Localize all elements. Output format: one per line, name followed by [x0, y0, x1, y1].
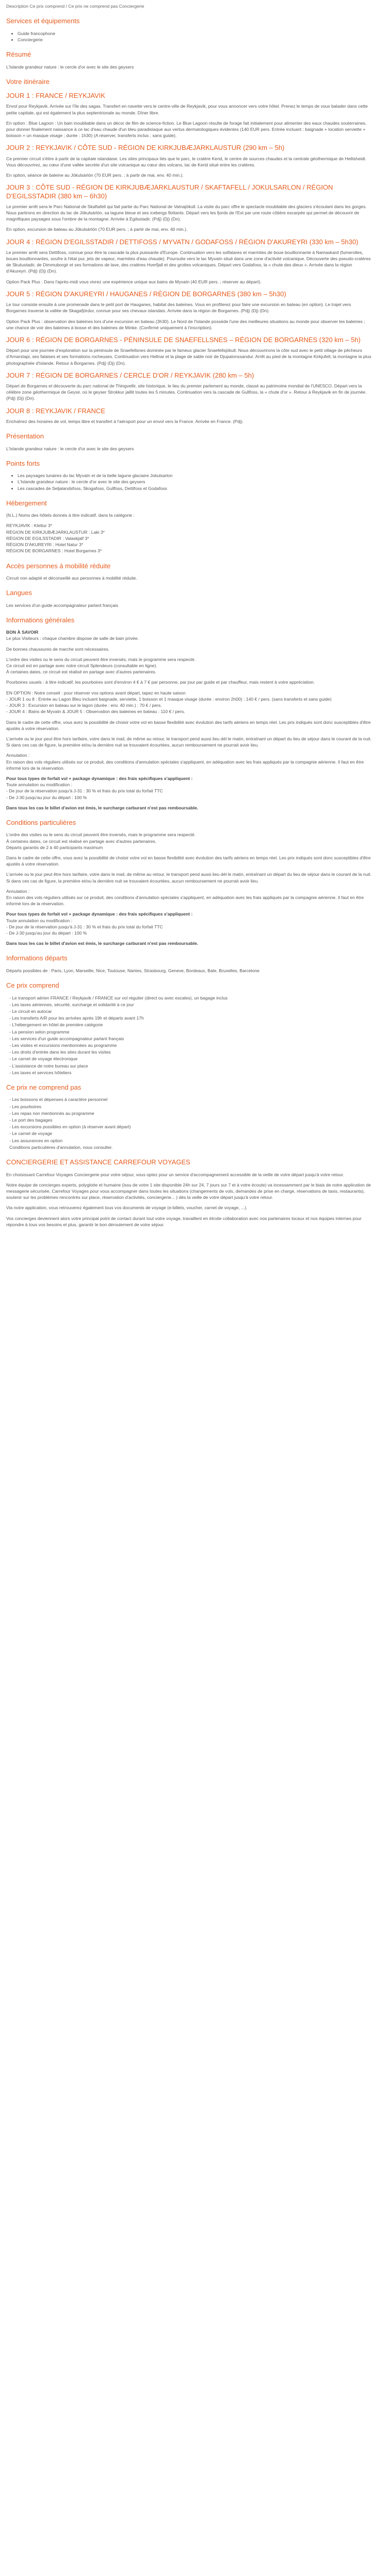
- day-paragraph: Envol pour Reykjavik. Arrivée sur l'île des sagas. Transfert en navette vers le centre-ville de Reykjavik, pour vous annoncer vers votre hôtel. Prenez le temps de vous balader dans cette petite capitale, qui est également la plus septentrionale au monde. Dîner libre.: [6, 104, 368, 115]
- langues-title: Langues: [6, 589, 32, 597]
- day-title: JOUR 3 : CÔTE SUD - RÉGION DE KIRKJUBÆJARKLAUSTUR / SKAFTAFELL / JOKULSARLON / RÉGION D'EGILSSTADIR (380 km – 6h30): [6, 183, 333, 200]
- resume-text: L'Islande grandeur nature : le cercle d'or avec le site des geysers: [6, 64, 134, 70]
- conciergerie-paragraph: Vos concierges deviennent alors votre principal point de contact durant tout votre voyage, travaillent en étroite collaboration avec nos partenaires locaux et nos équipes internes pour répondre à tous vos besoins et plus, garantir le bon déroulement de votre séjour.: [6, 1215, 362, 1227]
- info-paragraph: À certaines dates, ce circuit est réalisé en partage avec d'autres partenaires.: [6, 669, 157, 675]
- comprend-title: Ce prix comprend: [6, 981, 59, 990]
- info-paragraph: - JOUR 4 : Bains de Myvatn & JOUR 5 : Observation des baleines en bateau : 110 € / pers.: [6, 709, 185, 715]
- list-item: - Les taxes et services hôteliers: [9, 1070, 72, 1075]
- info-paragraph: Pourboires usuels : à titre indicatif, les pourboires sont d'environ 4 € à 7 € par personne, par jour par guide et par chauffeur, mais restent à votre appréciation.: [6, 680, 315, 685]
- annulation-text: En raison des vols réguliers utilisés sur ce produit, des conditions d'annulation spéciales s'appliquent, en adéquation avec les frais appliqués par la compagnie aérienne. Il faut en être informé lors de la réservation.: [6, 759, 364, 771]
- list-item: - L'hébergement en hôtel de première catégorie: [9, 1022, 103, 1028]
- conciergerie-title: CONCIERGERIE ET ASSISTANCE CARREFOUR VOYAGES: [6, 1158, 190, 1166]
- day-8: [6, 407, 372, 425]
- hotel-list: [6, 522, 372, 554]
- hotel-line: RÉGION D'AKUREYRI : Hotel Natur 3*: [6, 542, 84, 548]
- tarif-line: Toute annulation ou modification :: [6, 918, 73, 923]
- info-paragraph: L'arrivée ou le jour peut être hors tarifaire, votre dans le mail, de même au retour, le transport pend aussi lieu dél le matin, entraînant un départ du lieu de séjour dans le courant de la nuit. Si dans ces cas de figure, la première et/ou la dernière nuit se trouvaient écourtées, aucun remboursement ne pourrait avoir lieu.: [6, 736, 372, 748]
- list-item: - Le carnet de voyage électronique: [9, 1056, 78, 1062]
- day-2: [6, 144, 372, 178]
- conciergerie-paragraph: Via notre application, vous retrouverez également tous vos documents de voyage (e-billets, voucher, carnet de voyage, ...).: [6, 1205, 248, 1211]
- list-item: • L'Islande grandeur nature : le cercle d'or avec le site des geysers: [18, 479, 372, 485]
- info-paragraph: Ce circuit est en partage avec notre circuit Splendeurs (consultable en ligne).: [6, 663, 157, 669]
- list-item: - Les pourboires: [9, 1104, 42, 1109]
- tarif-line: - De J-30 jusqu'au jour du départ : 100 %: [6, 930, 87, 936]
- itinerary-title: Votre itinéraire: [6, 77, 50, 86]
- info-paragraph: L'ordre des visites ou le sens du circuit peuvent être inversés, mais le programme sera respecté.: [6, 656, 196, 662]
- info-paragraph: De bonnes chaussures de marche sont nécessaires.: [6, 646, 110, 652]
- day-3: [6, 183, 372, 232]
- services-list: [6, 30, 372, 43]
- tarifs-title: Pour tous types de forfait vol + package dynamique : des frais spécifiques s'appliquent :: [6, 911, 193, 917]
- list-item: - Les visites et excursions mentionnées au programme: [9, 1042, 117, 1048]
- annulation-text: En raison des vols réguliers utilisés sur ce produit, des conditions d'annulation spéciales s'appliquent, en adéquation avec les frais appliqués par la compagnie aérienne. Il faut en être informé lors de la réservation.: [6, 895, 364, 907]
- day-title: JOUR 8 : REYKJAVIK / FRANCE: [6, 406, 105, 415]
- comprend-list: [6, 995, 372, 1076]
- points-forts-title: Points forts: [6, 459, 40, 467]
- list-item: - Les repas non mentionnés au programme: [9, 1110, 94, 1116]
- presentation-title: Présentation: [6, 432, 44, 440]
- list-item: • Guide francophone: [18, 30, 372, 37]
- list-item: - Le port des bagages: [9, 1117, 53, 1123]
- conciergerie-paragraph: Notre équipe de concierges experts, polyglotte et humaine (issu de votre 1 site disponible 24h sur 24, 7 jours sur 7 et à votre écoute) va incessamment par le biais de notre application de messagerie sécurisée, Carrefour Voyages pour vous accompagner dans toutes les situations (changements de vols, demandes de prise en charge, réservations de taxis, restaurants), soutenir sur les problèmes rencontrés sur place, réservation d'activités, conciergerie... ) dès la veille de votre départ jusqu'à votre retour.: [6, 1182, 371, 1200]
- day-6: [6, 336, 372, 366]
- resume-title: Résumé: [6, 50, 31, 59]
- cond-tarifs-block: [6, 911, 372, 936]
- cond-paragraph: Départs garantis de 2 à 40 participants maximum: [6, 844, 103, 850]
- day-title: JOUR 6 : RÉGION DE BORGARNES - PÉNINSULE DE SNAEFELLSNES – RÉGION DE BORGARNES (320 km – 5h): [6, 335, 361, 344]
- day-paragraph: Enchaînez des horaires de vol, temps libre et transfert à l'aéroport pour un envol vers la France. Arrivée en France. (Pdj).: [6, 418, 244, 424]
- day-title: JOUR 7 : RÉGION DE BORGARNES / CERCLE D'OR / REYKJAVIK (280 km – 5h): [6, 371, 254, 379]
- acces-text: Circuit non adapté et déconseillé aux personnes à mobilité réduite.: [6, 575, 137, 581]
- langues-text: Les services d'un guide accompagnateur parlant français: [6, 602, 119, 608]
- tarif-line: Toute annulation ou modification :: [6, 782, 73, 788]
- day-4: [6, 238, 372, 285]
- day-paragraph: Option Pack Plus : Dans l'après-midi vous vivrez une expérience unique aux bains de Myvatn (40 EUR pers. ; réserver au départ).: [6, 279, 262, 284]
- hebergement-intro: (N.L.) Noms des hôtels donnés à titre indicatif, dans la catégorie :: [6, 513, 135, 518]
- day-paragraph: Le premier arrêt sera Dettifoss, connue pour être la cascade la plus puissante d'Europe. Continuation vers les solfatares et marmites de boue bouillonnante à Namaskard (fumerolles, boues bouillonnantes, soufre à l'état pur, jets de vapeur, marmites d'eau chaude). Poursuite vers le lac Myvatn situé dans une zone d'activité volcanique. Découverte des pseudo-cratères de Skutustadir, de Dimmuborgir et ses formations de lave, des cratères Hverfjall et des grottes volcaniques. Départ vers Godafoss, la « chute des dieux ». Arrivée dans la région d'Akureyri. (Pdj) (Dj) (Dn).: [6, 249, 371, 274]
- bon-a-savoir-label: BON À SAVOIR: [6, 630, 39, 635]
- day-title: JOUR 4 : RÉGION D'EGILSSTADIR / DETTIFOSS / MYVATN / GODAFOSS / RÉGION D'AKUREYRI (330 km – 5h30): [6, 238, 359, 246]
- annulation-block: [6, 752, 372, 771]
- page-description: Description Ce prix comprend / Ce prix ne comprend pas Conciergerie: [6, 4, 144, 9]
- day-paragraph: Départ pour une journée d'exploration sur la péninsule de Snaefellsnes dominée par le fameux glacier Snaefellsjökull. Nous découvrirons la côte sud avec le petit village de pêcheurs d'Arnarstapi, ses falaises et ses formations rocheuses. Continuation vers Hellnar et la plage de sable noir de Djupalonssandur. Arrêt au pied de la montagne Kirkjufell, la montagne la plus photographiée d'Islande. Retour à Borgarnes. (Pdj) (Dj) (Dn).: [6, 348, 371, 366]
- info-paragraph: - JOUR 1 ou 8 : Entrée au Lagon Bleu incluant baignade, serviette, 1 boisson et 1 masque visage (durée : environ 2h00) : 140 € / pers. (sans transferts et sans guide): [6, 696, 332, 702]
- cond-paragraph: Dans le cadre de cette offre, vous avez la possibilité de choisir votre vol en basse flexibilité avec évolution des tarifs aériens en temps réel. Les prix indiqués sont donc susceptibles d'être ajustés à votre réservation.: [6, 855, 371, 867]
- day-paragraph: En option : Blue Lagoon : Un bain inoubliable dans un décor de film de science-fiction. Le Blue Lagoon résulte de forage fait initialement pour alimenter des eaux chaudes souterraines, pour donner finalement naissance à ce lac d'eau chaude d'un bleu paradisiaque aux vertus dermatologiques évidentes (140 EUR pers. Entrée incluant : baignade + location serviette + boisson + un masque visage ; durée : 1h30) (A réserver, transferts inclus ; sans guide).: [6, 120, 367, 139]
- list-item: • Les cascades de Seljalandsfoss, Skogafoss, Gullfoss, Dettifoss et Godafoss: [18, 485, 372, 492]
- annulation-label: Annulation :: [6, 753, 30, 758]
- day-1: [6, 92, 372, 139]
- day-5: [6, 290, 372, 331]
- list-item: - La pension selon programme: [9, 1029, 70, 1035]
- presentation-text: L'Islande grandeur nature : le cercle d'or avec le site des geysers: [6, 446, 134, 451]
- list-item: - L'assistance de notre bureau sur place: [9, 1063, 88, 1069]
- day-paragraph: En option, excursion de bateau au Jökulsárlón (70 EUR pers. ; à partir de mai, env. 40 min.).: [6, 227, 188, 232]
- list-item: Conditions particulières d'annulation, nous consulter.: [9, 1144, 113, 1150]
- list-item: - Les transferts A/R pour les arrivées après 19h et départs avant 17h: [9, 1015, 144, 1021]
- annulation-label: Annulation :: [6, 888, 30, 894]
- cond-paragraph: À certaines dates, ce circuit est réalisé en partage avec d'autres partenaires.: [6, 838, 157, 844]
- cond-paragraph: L'ordre des visites ou le sens du circuit peuvent être inversés, mais le programme sera respecté.: [6, 832, 196, 838]
- day-title: JOUR 2 : REYKJAVIK / CÔTE SUD - RÉGION DE KIRKJUBÆJARKLAUSTUR (290 km – 5h): [6, 144, 285, 152]
- tarifs-block: [6, 775, 372, 801]
- list-item: - Le circuit en autocar: [9, 1008, 52, 1014]
- list-item: - Les droits d'entrée dans les sites durant les visites: [9, 1049, 111, 1055]
- footer-note: Dans tous les cas le billet d'avion est émis, le surcharge carburant n'est pas remboursable.: [6, 805, 199, 810]
- info-paragraph: - JOUR 3 : Excursion en bateau sur le lagon (durée : env. 40 min.) : 70 € / pers.: [6, 703, 162, 708]
- hebergement-title: Hébergement: [6, 499, 47, 507]
- list-item: - Les excursions possibles en option (à réserver avant départ): [9, 1124, 131, 1130]
- ne-comprend-title: Ce prix ne comprend pas: [6, 1083, 82, 1091]
- day-title: JOUR 5 : RÉGION D'AKUREYRI / HAUGANES / RÉGION DE BORGARNES (380 km – 5h30): [6, 290, 286, 298]
- options-lines: [6, 690, 372, 715]
- day-paragraph: Option Pack Plus : observation des baleines lors d'une excursion en bateau (3h30). Le Nord de l'Islande possède l'une des meilleures situations au monde pour observer les baleines ; une chance de voir des baleines à bosse et des baleines de Minke. (Confirmé uniquement à l'inscription).: [6, 318, 365, 330]
- bon-a-savoir-text: Le plus Visiteurs : chaque chambre dispose de salle de bain privée.: [6, 636, 139, 641]
- points-forts-list: [6, 472, 372, 492]
- tarif-line: - De J-30 jusqu'au jour du départ : 100 %: [6, 794, 87, 800]
- list-item: - Les assurances en option: [9, 1138, 63, 1143]
- departs-text: Départs possibles de : Paris, Lyon, Marseille, Nice, Toulouse, Nantes, Strasbourg, Geneve, Bordeaux, Bale, Bruxelles, Barcelone: [6, 968, 260, 973]
- day-paragraph: Départ de Borgarnes et découverte du parc national de Thingvellir, site historique, le lieu du premier parlement au monde, classé au patrimoine mondial de l'UNESCO. Départ vers la célèbre zone géothermique de Geysir, où le geyser Strokkur jaillit toutes les 5 minutes. Continuation vers la cascade de Gullfoss, la « chute d'or ». Retour à Reykjavik en fin de journée. (Pdj) (Dj) (Dn).: [6, 383, 367, 401]
- info-paragraph: EN OPTION : Notre conseil : pour réserver vos options avant départ, tapez en haute saison: [6, 690, 186, 696]
- tarif-line: - De jour de la réservation jusqu'à J-31 : 30 % et frais du prix total du forfait TTC: [6, 924, 163, 929]
- list-item: • Les paysages lunaires du lac Myvatn et de la belle lagune glaciaire Jokulsarlon: [18, 472, 372, 479]
- acces-title: Accès personnes à mobilité réduite: [6, 562, 111, 570]
- list-item: • Conciergerie: [18, 37, 372, 43]
- day-paragraph: En option, séance de baleine au Jökulsárlón (70 EUR pers. ; à partir de mai, env. 40 min.).: [6, 173, 184, 178]
- departs-title: Informations départs: [6, 954, 68, 962]
- hotel-line: RÉGION DE EGILSSTADIR : Valaskjalf 3*: [6, 535, 89, 541]
- hotel-line: REYKJAVIK : Klettur 3*: [6, 523, 53, 529]
- day-7: [6, 371, 372, 402]
- conditions-title: Conditions particulières: [6, 818, 76, 826]
- list-item: - Les boissons et dépenses à caractère personnel: [9, 1097, 108, 1103]
- cond-annulation-block: [6, 888, 372, 907]
- day-paragraph: Le tour consiste ensuite à une promenade dans le petit port de Hauganes, habitat des baleines. Vous en profiterez pour faire une excursion en bateau (en option). Le trajet vers Borgarnes traverse la vallée de Skagafjördur, connue pour ses chevaux islandais. Arrivée dans la région de Borgarnes. (Pdj) (Dj) (Dn).: [6, 302, 351, 314]
- hotel-line: RÉGION DE KIRKJUBÆJARKLAUSTUR : Laki 3*: [6, 529, 105, 535]
- info-paragraph: Dans le cadre de cette offre, vous avez la possibilité de choisir votre vol en basse flexibilité avec évolution des tarifs aériens en temps réel. Les prix indiqués sont donc susceptibles d'être ajustés à votre réservation.: [6, 719, 371, 731]
- list-item: - Le transport aérien FRANCE / Reykjavik / FRANCE sur vol régulier (direct ou avec escales), un bagage inclus: [9, 995, 228, 1001]
- info-lines: [6, 656, 372, 675]
- tarif-line: - De jour de la réservation jusqu'à J-31 : 30 % et frais du prix total du forfait TTC: [6, 788, 163, 794]
- cond-paragraph: L'arrivée ou le jour peut être hors tarifaire, votre dans le mail, de même au retour, le transport pend aussi lieu dél le matin, entraînant un départ du lieu de séjour dans le courant de la nuit. Si dans ces cas de figure, la première et/ou la dernière nuit se trouvaient écourtées, aucun remboursement ne pourrait avoir lieu.: [6, 872, 372, 884]
- list-item: - Les taxes aériennes, sécurité, surcharge et solidarité à ce jour: [9, 1002, 134, 1007]
- footer-note: Dans tous les cas le billet d'avion est émis, le surcharge carburant n'est pas remboursable.: [6, 941, 199, 946]
- day-title: JOUR 1 : FRANCE / REYKJAVIK: [6, 92, 105, 100]
- list-item: - Le carnet de voyage: [9, 1131, 53, 1137]
- informations-title: Informations générales: [6, 616, 75, 624]
- product-page: [0, 0, 379, 1237]
- list-item: - Les services d'un guide accompagnateur parlant français: [9, 1036, 124, 1041]
- tarifs-title: Pour tous types de forfait vol + package dynamique : des frais spécifiques s'appliquent :: [6, 775, 193, 781]
- ne-comprend-list: [6, 1096, 372, 1150]
- services-title: Services et équipements: [6, 17, 80, 25]
- bon-a-savoir: [6, 629, 372, 641]
- day-paragraph: Le premier arrêt sera le Parc National de Skaftafell qui fait partie du Parc National de Vatnajökull. La visite du parc offre le spectacle inoubliable des glaciers s'écoulant dans les gorges. Nous partirons en direction du lac de Jökulsárlón, sa lagune bleue et ses icebergs flottants. Départ vers les fjords de l'Est par une route côtière escarpée qui permet de découvrir de magnifiques paysages sous l'ombre de la montagne. Arrivée à Egilsstadir. (Pdj) (Dj) (Dn).: [6, 204, 367, 222]
- hotel-line: RÉGION DE BORGARNES : Hotel Borgarnes 3*: [6, 548, 102, 554]
- day-paragraph: Ce premier circuit s'étire à partir de la capitale islandaise. Les sites principaux liés que le parc, le cratère Kerid, le centre de sources chaudes et la centrale géothermique de Hellisheidi. Vous découvrirez, au cœur d'une vallée secrète d'un site volcanique au cœur des volcans, lac de Kerid situé entre les cratères.: [6, 156, 367, 167]
- conciergerie-paragraph: En choisissant Carrefour Voyages Conciergerie pour votre séjour, vous optez pour un service d'accompagnement accessible de la veille de votre départ jusqu'à votre retour.: [6, 1172, 344, 1177]
- conditions-lines: [6, 832, 372, 851]
